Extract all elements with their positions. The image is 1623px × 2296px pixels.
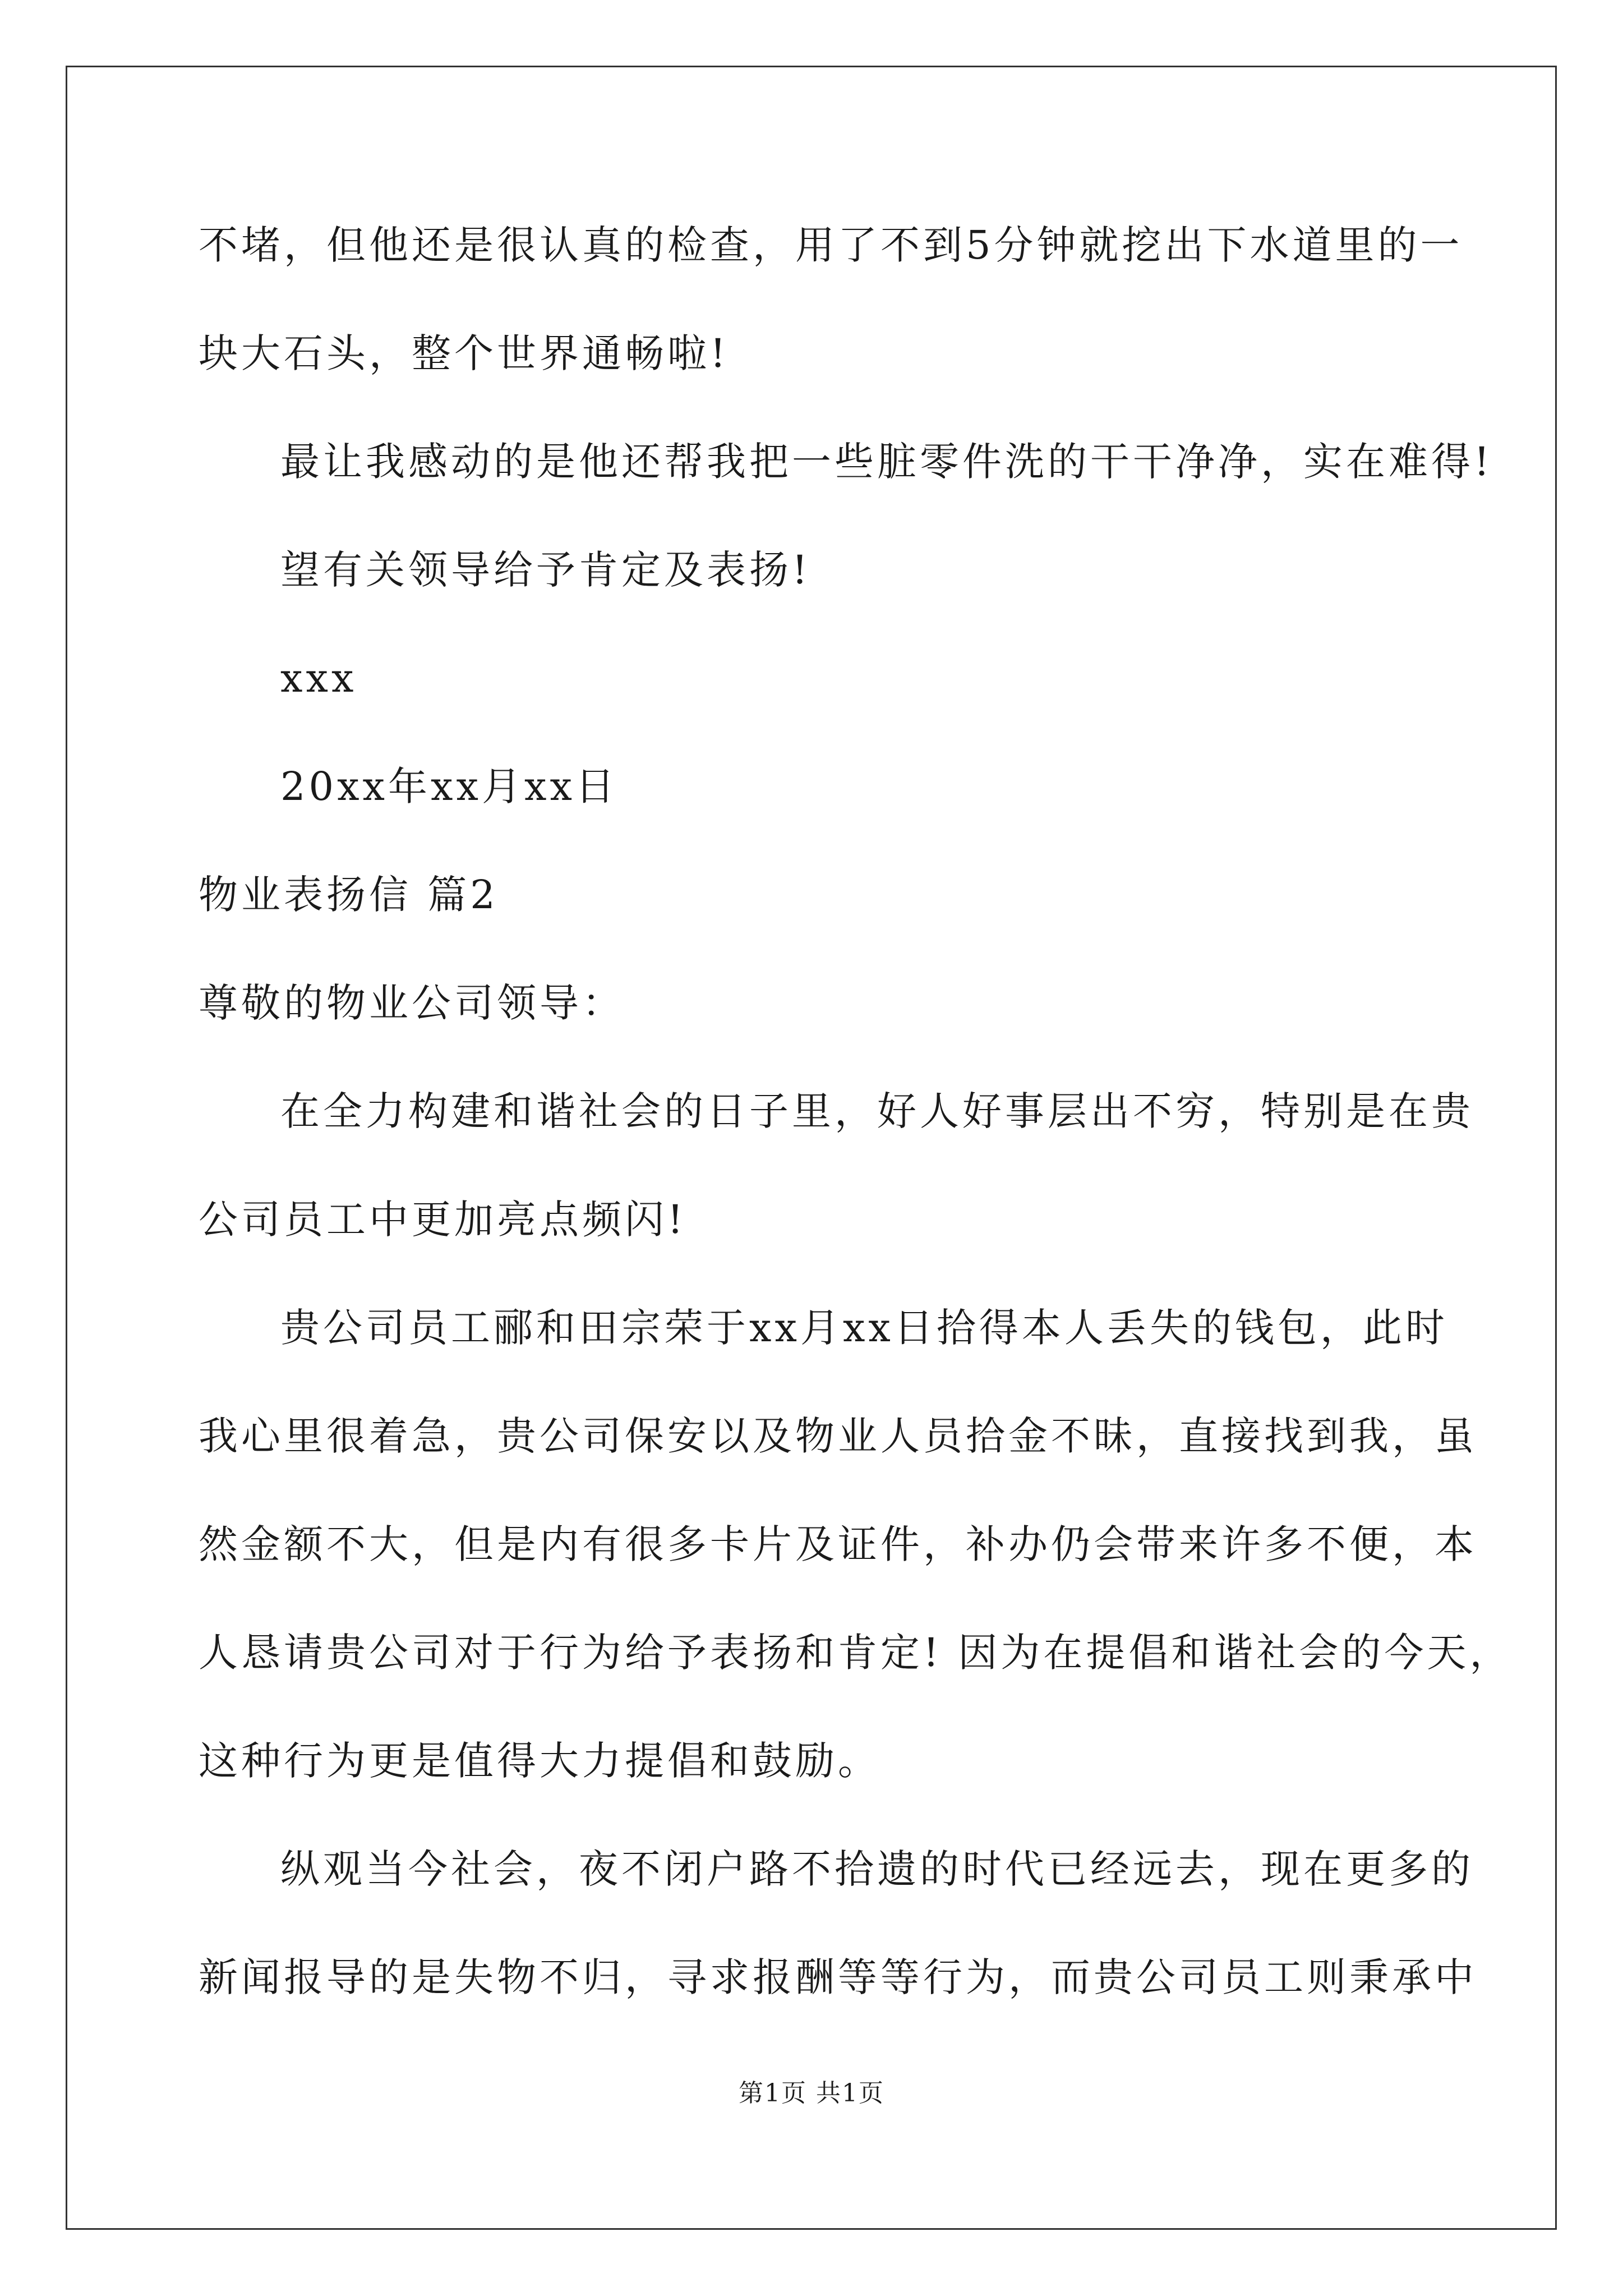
section-heading: 物业表扬信 篇2 (199, 872, 499, 918)
body-line: 这种行为更是值得大力提倡和鼓励。 (199, 1738, 880, 1784)
body-line: 公司员工中更加亮点频闪! (199, 1197, 687, 1243)
page-border (66, 66, 1557, 2230)
salutation: 尊敬的物业公司领导： (199, 980, 625, 1026)
body-line: 我心里很着急，贵公司保安以及物业人员拾金不昧，直接找到我，虽 (199, 1413, 1477, 1459)
page-footer: 第1页 共1页 (739, 2079, 884, 2108)
body-line: 新闻报导的是失物不归，寻求报酬等等行为，而贵公司员工则秉承中 (199, 1954, 1477, 2000)
paragraph-line: 纵观当今社会，夜不闭户路不拾遗的时代已经远去，现在更多的 (280, 1846, 1474, 1892)
paragraph-line: 贵公司员工郦和田宗荣于xx月xx日拾得本人丢失的钱包，此时 (280, 1305, 1448, 1351)
body-line: 然金额不大，但是内有很多卡片及证件，补办仍会带来许多不便，本 (199, 1521, 1477, 1567)
paragraph-line: 在全力构建和谐社会的日子里，好人好事层出不穷，特别是在贵 (280, 1088, 1474, 1134)
signature-name: xxx (280, 655, 357, 701)
body-line: 人恳请贵公司对于行为给予表扬和肯定! 因为在提倡和谐社会的今天， (199, 1630, 1513, 1676)
paragraph-line: 最让我感动的是他还帮我把一些脏零件洗的干干净净，实在难得! (280, 439, 1493, 485)
body-line: 不堵，但他还是很认真的检查，用了不到5分钟就挖出下水道里的一 (199, 222, 1463, 268)
body-line: 块大石头，整个世界通畅啦! (199, 330, 730, 376)
signature-date: 20xx年xx月xx日 (280, 763, 618, 809)
paragraph-line: 望有关领导给予肯定及表扬! (280, 547, 811, 593)
